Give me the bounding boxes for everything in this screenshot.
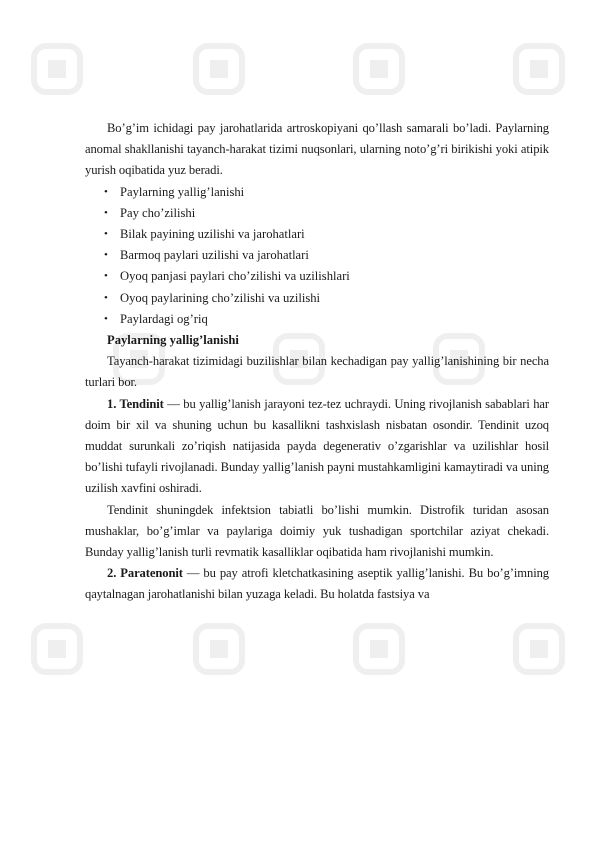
watermark-icon [28,40,86,98]
watermark-icon [510,620,568,678]
paratenonit-term: 2. Paratenonit [107,566,183,581]
bullet-icon: • [104,270,108,283]
list-item-text: Paylardagi og’riq [120,311,208,326]
watermark-icon [28,620,86,678]
list-item [85,182,549,203]
list-item [85,203,549,224]
bullet-icon: • [104,206,108,219]
bullet-icon: • [104,185,108,198]
watermark-icon [350,40,408,98]
watermark-icon [190,620,248,678]
list-item-text: Oyoq panjasi paylari cho’zilishi va uzilishlari [120,269,350,284]
watermark-icon [350,620,408,678]
tendinit-term: 1. Tendinit [107,396,164,411]
list-item [85,245,549,266]
tendinit-paragraph [85,394,549,500]
list-item [85,309,549,330]
section-intro-paragraph: Tayanch-harakat tizimidagi buzilishlar bilan kechadigan pay yallig’lanishining bir necha turlari bor. [85,354,549,390]
intro-paragraph: Bo’g’im ichidagi pay jarohatlarida artroskopiyani qo’llash samarali bo’ladi. Paylarning anomal shakllanishi tayanch-harakat tizimi nuqsonlari, ularning noto’g’ri birikishi yoki atipik yurish oqibatida yuz beradi. [85,121,549,178]
document-body [85,118,549,606]
list-item [85,266,549,287]
watermark-icon [190,40,248,98]
bullet-icon: • [104,249,108,262]
list-item [85,288,549,309]
paratenonit-text: — bu pay atrofi kletchatkasining aseptik yallig’lanishi. Bu bo’g’imning qaytalnagan jarohatlanishi bilan yuzaga keladi. Bu holatda fastsiya va [85,566,549,602]
watermark-icon [510,40,568,98]
bullet-icon: • [104,291,108,304]
bullet-icon: • [104,227,108,240]
tendinit-extra-paragraph: Tendinit shuningdek infektsion tabiatli bo’lishi mumkin. Distrofik turidan asosan mushaklar, bo’g’imlar va paylariga doimiy yuk tushadigan sportchilar aziyat chekadi. Bunday yallig’lanish turli revmatik kasalliklar oqibatida ham rivojlanishi mumkin. [85,502,549,559]
list-item [85,224,549,245]
list-item-text: Paylarning yallig’lanishi [120,184,245,199]
bullet-icon: • [104,312,108,325]
tendinit-text: — bu yallig’lanish jarayoni tez-tez uchraydi. Uning rivojlanish sabablari har doim bir xil va shuning uchun bu kasallikni tashxislash nisbatan osondir. Tendinit uzoq muddat surunkali zo’riqish natijasida payda degenerativ o’zgarishlar va uzilishlar hosil bo’lishi tufayli rivojlanadi. Bunday yallig’lanish payni mustahkamligini kamaytiradi va uning uzilish xavfini oshiradi. [85,396,549,496]
injury-types-list [85,182,549,330]
paratenonit-paragraph [85,563,549,605]
list-item-text: Barmoq paylari uzilishi va jarohatlari [120,248,309,263]
list-item-text: Bilak payining uzilishi va jarohatlari [120,226,305,241]
section-heading: Paylarning yallig’lanishi [107,332,239,347]
list-item-text: Oyoq paylarining cho’zilishi va uzilishi [120,290,321,305]
list-item-text: Pay cho’zilishi [120,205,196,220]
